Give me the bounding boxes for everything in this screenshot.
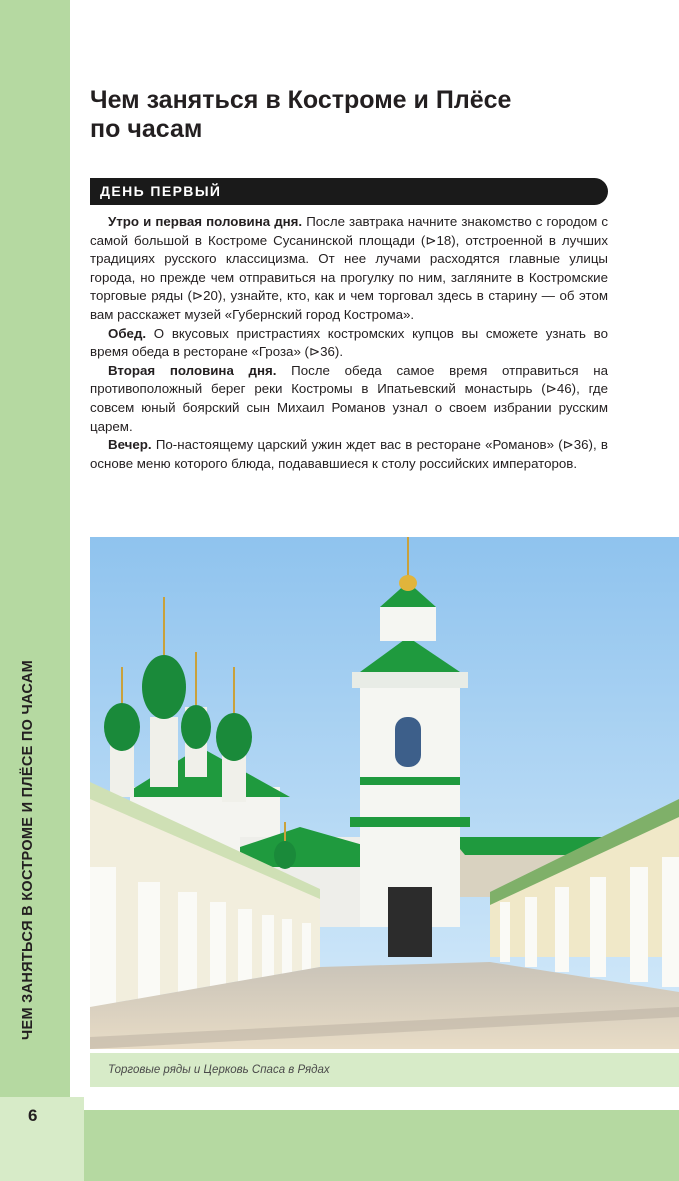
text-evening: По-настоящему царский ужин ждет вас в ресторане «Романов» (⊳36), в основе меню которого блюда, подававшиеся к столу российских императоров. <box>90 437 608 471</box>
lead-lunch: Обед. <box>108 325 147 341</box>
lead-evening: Вечер. <box>108 437 152 453</box>
running-header: ЧЕМ ЗАНЯТЬСЯ В КОСТРОМЕ И ПЛЁСЕ ПО ЧАСАМ <box>20 660 36 1040</box>
page-title <box>90 86 650 144</box>
title-line-1: Чем заняться в Костроме и Плёсе <box>90 86 512 114</box>
page-number: 6 <box>28 1106 38 1125</box>
lead-morning: Утро и первая половина дня. <box>108 214 303 229</box>
photo-caption: Торговые ряды и Церковь Спаса в Рядах <box>108 1064 330 1076</box>
text-lunch: О вкусовых пристрастиях костромских купцов вы сможете узнать во время обеда в ресторане «Гроза» (⊳36). <box>90 325 608 360</box>
paragraph-lunch <box>90 325 608 362</box>
day-heading-banner <box>90 178 608 205</box>
itinerary-text <box>90 213 608 473</box>
church-illustration <box>90 537 679 1049</box>
footer-bar <box>84 1110 679 1181</box>
paragraph-evening <box>90 436 608 473</box>
page-number-box <box>0 1097 84 1181</box>
day-heading: ДЕНЬ ПЕРВЫЙ <box>100 183 222 199</box>
title-line-2: по часам <box>90 115 203 143</box>
paragraph-morning <box>90 213 608 325</box>
text-morning: После завтрака начните знакомство с городом с самой большой в Костроме Сусанинской площади (⊳18), отстроенной в лучших традициях русского классицизма. От нее лучами расходятся главные улицы города, но прежде чем отправиться на прогулку по ним, загляните в Костромские торговые ряды (⊳20), узнайте, кто, как и чем торговал здесь в старину — об этом вам расскажет музей «Губернский город Кострома». <box>90 214 608 322</box>
paragraph-afternoon <box>90 362 608 436</box>
lead-afternoon: Вторая половина дня. <box>108 362 277 378</box>
text-afternoon: После обеда самое время отправиться на противоположный берег реки Костромы в Ипатьевский монастырь (⊳46), где совсем юный боярский сын Михаил Романов узнал о своем избрании русским царем. <box>90 362 608 434</box>
church-photo <box>90 537 679 1049</box>
